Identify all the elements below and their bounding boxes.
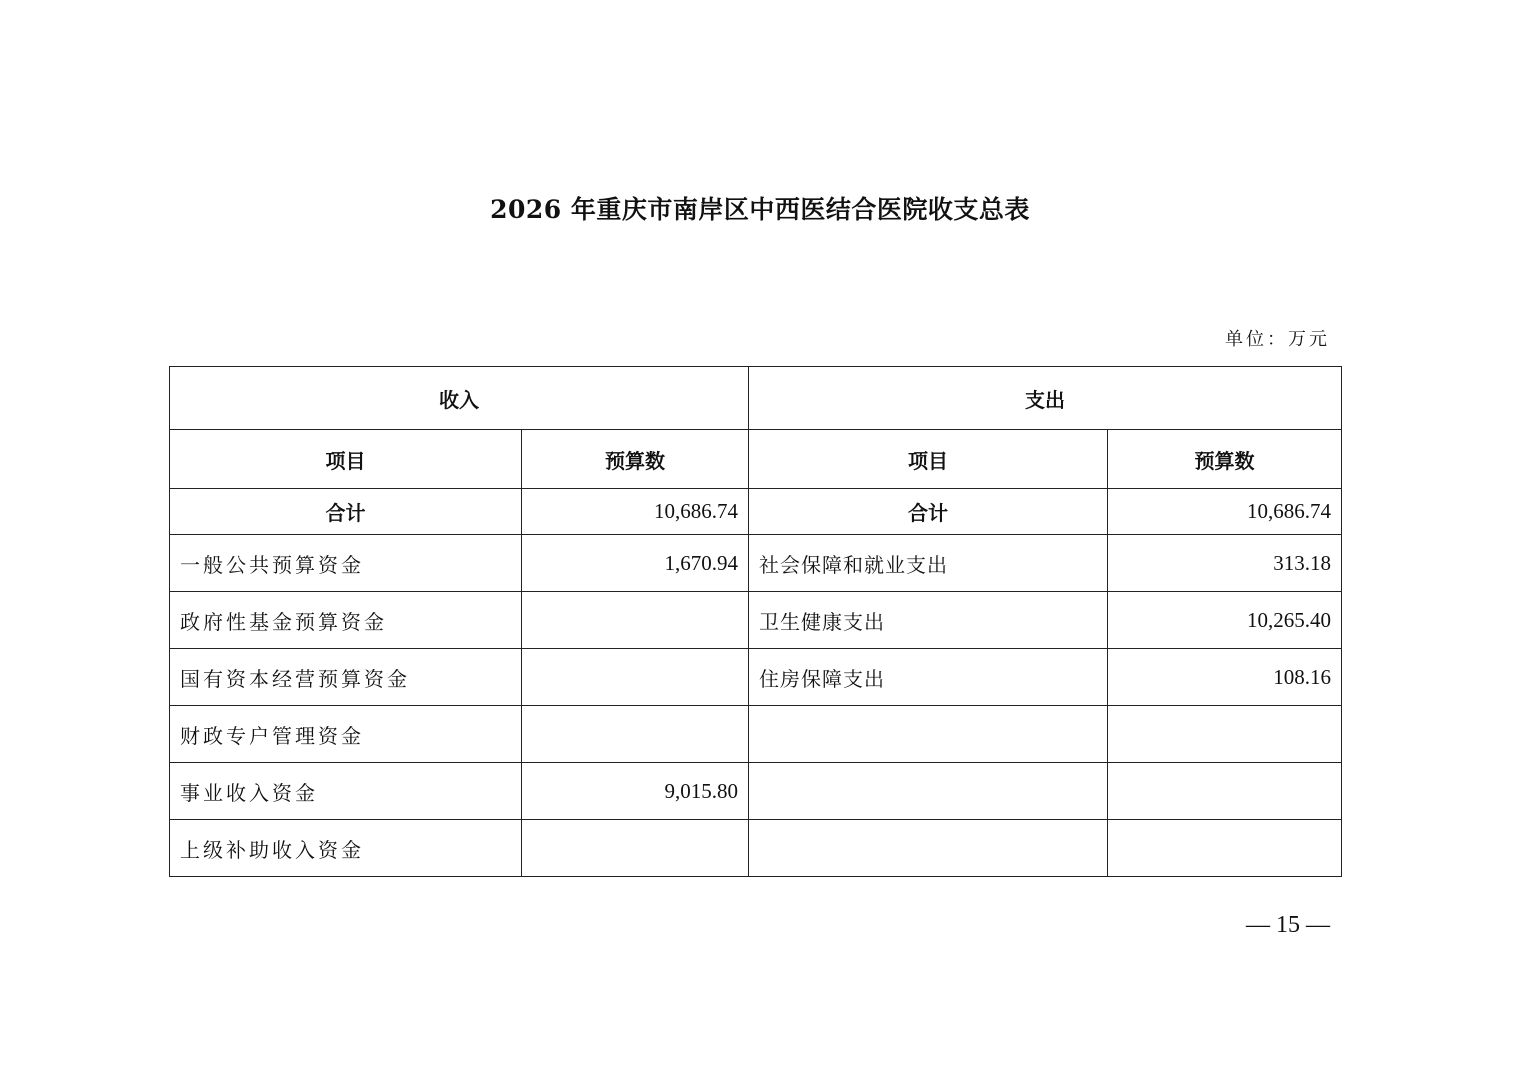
income-amount	[522, 820, 749, 877]
expense-section-header: 支出	[749, 367, 1342, 430]
table-row	[170, 763, 1342, 820]
income-amount	[522, 592, 749, 649]
income-total-label: 合计	[170, 489, 522, 535]
table-row	[170, 592, 1342, 649]
document-title: 2026 年重庆市南岸区中西医结合医院收支总表	[490, 195, 1030, 224]
unit-label: 单位：万元	[1225, 329, 1330, 350]
income-item: 事业收入资金	[170, 763, 522, 820]
income-total-amount: 10,686.74	[522, 489, 749, 535]
income-item: 上级补助收入资金	[170, 820, 522, 877]
expense-item: 社会保障和就业支出	[749, 535, 1108, 592]
income-item: 国有资本经营预算资金	[170, 649, 522, 706]
income-amount: 1,670.94	[522, 535, 749, 592]
expense-item	[749, 706, 1108, 763]
expense-item: 卫生健康支出	[749, 592, 1108, 649]
expense-total-label: 合计	[749, 489, 1108, 535]
income-item: 财政专户管理资金	[170, 706, 522, 763]
expense-amount	[1108, 763, 1342, 820]
table-row	[170, 706, 1342, 763]
income-item: 政府性基金预算资金	[170, 592, 522, 649]
expense-amount	[1108, 820, 1342, 877]
table-column-header-row	[170, 430, 1342, 489]
expense-amount: 313.18	[1108, 535, 1342, 592]
expense-amount	[1108, 706, 1342, 763]
expense-amount-column-header: 预算数	[1108, 430, 1342, 489]
expense-total-amount: 10,686.74	[1108, 489, 1342, 535]
total-row	[170, 489, 1342, 535]
expense-item-column-header: 项目	[749, 430, 1108, 489]
table-row	[170, 535, 1342, 592]
income-amount: 9,015.80	[522, 763, 749, 820]
page-number: — 15 —	[1246, 912, 1330, 938]
table-section-header-row	[170, 367, 1342, 430]
income-amount	[522, 706, 749, 763]
expense-item	[749, 820, 1108, 877]
income-item: 一般公共预算资金	[170, 535, 522, 592]
expense-item: 住房保障支出	[749, 649, 1108, 706]
table-row	[170, 820, 1342, 877]
income-amount-column-header: 预算数	[522, 430, 749, 489]
expense-item	[749, 763, 1108, 820]
expense-amount: 10,265.40	[1108, 592, 1342, 649]
budget-summary-table	[169, 366, 1342, 877]
table-row	[170, 649, 1342, 706]
expense-amount: 108.16	[1108, 649, 1342, 706]
income-item-column-header: 项目	[170, 430, 522, 489]
income-section-header: 收入	[170, 367, 749, 430]
income-amount	[522, 649, 749, 706]
